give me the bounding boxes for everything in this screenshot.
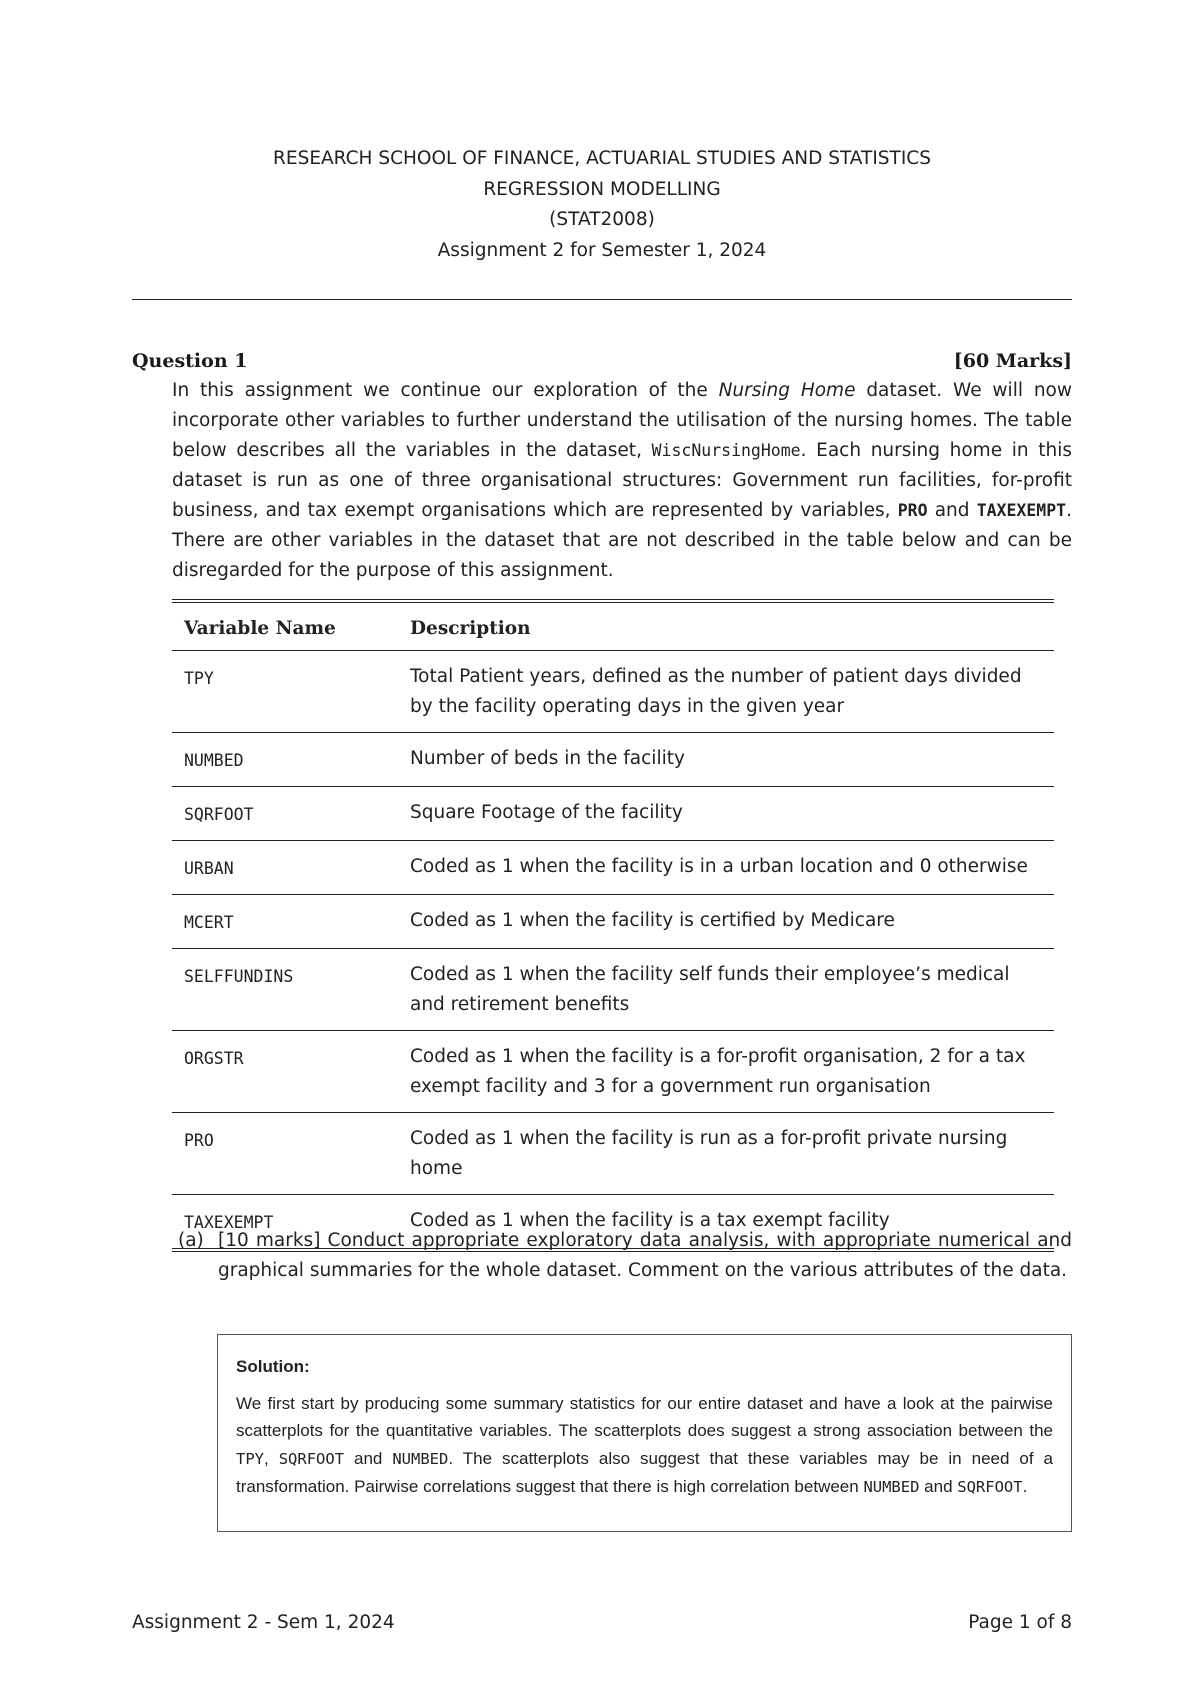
- variable-name: TAXEXEMPT: [184, 1213, 274, 1232]
- page-footer: [132, 1612, 1072, 1642]
- var-pro: PRO: [897, 501, 928, 520]
- intro-text: and: [927, 500, 977, 521]
- part-a-label: (a): [178, 1230, 204, 1251]
- variable-name: SELFFUNDINS: [184, 967, 294, 986]
- table-row: [172, 733, 1054, 787]
- solution-box: [217, 1334, 1072, 1532]
- variable-description: Square Footage of the facility: [410, 802, 683, 823]
- variable-table: [172, 599, 1054, 1252]
- solution-text-run: and: [919, 1477, 958, 1496]
- variable-description: Coded as 1 when the facility is certified by Medicare: [410, 910, 895, 931]
- solution-text-run: . The scatterplots also suggest that these variables may be in need of a transformation. Pairwise correlations suggest that there is high correlation between: [236, 1448, 1054, 1496]
- variable-description: Coded as 1 when the facility is a tax exempt facility: [410, 1210, 890, 1231]
- question-intro: [172, 376, 1072, 586]
- table-row: [172, 949, 1054, 1031]
- school-name: RESEARCH SCHOOL OF FINANCE, ACTUARIAL STUDIES AND STATISTICS: [273, 148, 931, 169]
- dataset-name: Nursing Home: [718, 380, 856, 401]
- code-sqrfoot: SQRFOOT: [957, 1478, 1023, 1496]
- intro-text: . There are other variables in the dataset that are not described in the table below and can be disregarded for the purpose of this assignment.: [172, 500, 1072, 581]
- solution-text: [236, 1390, 1053, 1502]
- variable-name: SQRFOOT: [184, 805, 254, 824]
- solution-text-run: and: [344, 1448, 393, 1468]
- code-sqrfoot: SQRFOOT: [278, 1449, 345, 1468]
- table-header-row: [172, 601, 1054, 651]
- intro-text: dataset. We will now incorporate other variables to further understand the utilisation of the nursing homes. The table below describes all the variables in the dataset,: [172, 380, 1072, 461]
- variable-name: ORGSTR: [184, 1049, 244, 1068]
- solution-text-run: We first start by producing some summary statistics for our entire dataset and have a look at the pairwise scatterplots for the quantitative variables. The scatterplots does suggest a strong association between the: [236, 1393, 1053, 1440]
- intro-text: . Each nursing home in this dataset is run as one of three organisational structures: Government run facilities, for-profit business, and tax exempt organisations which are represented by variables,: [172, 440, 1072, 521]
- var-taxexempt: TAXEXEMPT: [976, 501, 1067, 520]
- variable-description: Number of beds in the facility: [410, 748, 685, 769]
- code-numbed: NUMBED: [392, 1449, 449, 1468]
- code-numbed: NUMBED: [863, 1478, 920, 1496]
- column-header-variable: Variable Name: [184, 617, 336, 639]
- solution-text-run: .: [1022, 1477, 1028, 1496]
- variable-description: Coded as 1 when the facility self funds their employee’s medical and retirement benefits: [410, 964, 1010, 1015]
- dataset-code: WiscNursingHome: [651, 441, 801, 460]
- question-heading: [132, 350, 1072, 378]
- variable-name: NUMBED: [184, 751, 244, 770]
- table-row: [172, 895, 1054, 949]
- table-row: [172, 841, 1054, 895]
- variable-description: Coded as 1 when the facility is a for-profit organisation, 2 for a tax exempt facility and 3 for a government run organisation: [410, 1046, 1026, 1097]
- variable-name: TPY: [184, 669, 214, 688]
- question-title: Question 1: [132, 350, 248, 372]
- table-row: [172, 651, 1054, 733]
- document-header: [132, 144, 1072, 266]
- table-row: [172, 787, 1054, 841]
- part-a-text: [10 marks] Conduct appropriate exploratory data analysis, with appropriate numerical and graphical summaries for the whole dataset. Comment on the various attributes of the data.: [218, 1230, 1072, 1281]
- course-code: (STAT2008): [549, 209, 655, 230]
- question-marks: [60 Marks]: [953, 350, 1072, 372]
- intro-text: In this assignment we continue our exploration of the: [172, 380, 719, 401]
- header-divider: [132, 299, 1072, 300]
- solution-title: Solution:: [236, 1357, 310, 1376]
- solution-text-run: ,: [264, 1448, 279, 1468]
- variable-name: URBAN: [184, 859, 234, 878]
- code-tpy: TPY: [236, 1449, 264, 1468]
- variable-description: Coded as 1 when the facility is run as a for-profit private nursing home: [410, 1128, 1008, 1179]
- column-header-description: Description: [410, 617, 531, 639]
- variable-name: MCERT: [184, 913, 234, 932]
- table-row: [172, 1113, 1054, 1195]
- course-name: REGRESSION MODELLING: [483, 178, 721, 200]
- part-a: [172, 1226, 1072, 1286]
- variable-description: Coded as 1 when the facility is in a urban location and 0 otherwise: [410, 856, 1028, 877]
- table-row: [172, 1031, 1054, 1113]
- variable-name: PRO: [184, 1131, 214, 1150]
- page-number: Page 1 of 8: [968, 1612, 1072, 1633]
- variable-description: Total Patient years, defined as the number of patient days divided by the facility operating days in the given year: [410, 666, 1022, 717]
- footer-assignment: Assignment 2 - Sem 1, 2024: [132, 1612, 395, 1633]
- assignment-title: Assignment 2 for Semester 1, 2024: [437, 239, 767, 261]
